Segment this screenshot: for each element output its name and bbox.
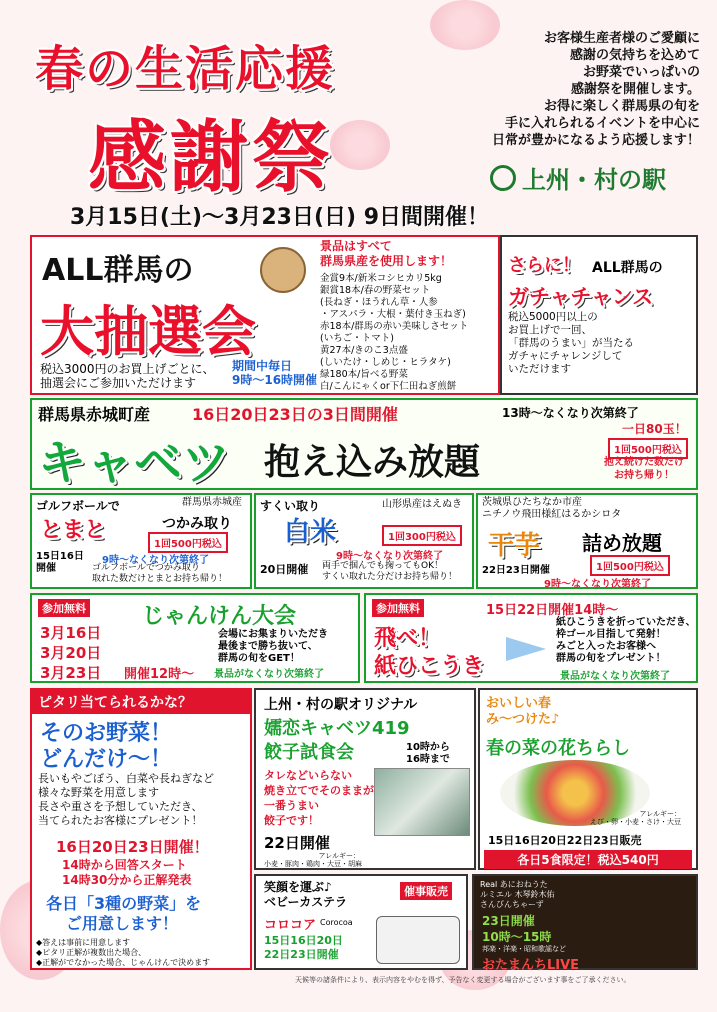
gyoza-title2: 餃子試食会 [264, 742, 354, 763]
live-time: 10時～15時 [482, 930, 552, 944]
pittari-panel [30, 688, 252, 970]
footer-note: 天候等の諸条件により、表示内容をやむを得ず、予告なく変更する場合がございます事をご了承ください。 [295, 976, 631, 984]
cabbage-days: 16日20日23日の3日間開催 [192, 405, 398, 424]
gacha-title-big: ガチャチャンス [508, 285, 654, 309]
gacha-panel [500, 235, 698, 395]
pittari-title2: どんだけ～！ [40, 747, 173, 772]
live-panel [472, 874, 698, 973]
castella-head: 笑顔を運ぶ♪ ベビーカステラ [264, 880, 348, 909]
janken-title: じゃんけん大会 [142, 604, 297, 629]
imo-price: 1回500円税込 [590, 555, 670, 576]
rice-note: 両手で掴んでも掬ってもOK！ すくい取れた分だけお持ち帰り！ [322, 561, 458, 582]
rice-origin: 山形県産はえぬき [382, 499, 462, 510]
janken-desc: 会場にお集まりいただき 最後まで勝ち抜いて、 群馬の旬をGET！ [218, 629, 328, 664]
cabbage-time: 13時～なくなり次第終了 [502, 406, 639, 420]
event-dates: 3月15日(土)～3月23日(日) 9日間開催！ [70, 205, 490, 230]
tomato-origin: 群馬県赤城産 [182, 497, 242, 508]
pittari-daily: 各日「3種の野菜」を ご用意します！ [46, 894, 202, 933]
chirashi-allergy: アレルギー： えび・卵・小麦・さけ・大豆 [590, 810, 681, 826]
lottery-title-big: 大抽選会 [40, 300, 256, 363]
tomato-title2: つかみ取り [162, 516, 232, 532]
kami-title2: 紙ひこうき [374, 654, 485, 679]
chirashi-price: 各日5食限定！税込540円 [484, 850, 692, 869]
logo-mark-icon [490, 165, 516, 191]
gyoza-head: 上州・村の駅オリジナル [264, 697, 418, 713]
gyoza-title1: 嬬恋キャベツ419 [264, 718, 410, 739]
rice-title: 白米 [284, 517, 337, 547]
janken-dates: 3月16日 3月20日 3月23日 [40, 624, 102, 682]
tomato-panel [30, 493, 252, 589]
janken-badge: 参加無料 [38, 599, 90, 617]
cabbage-origin: 群馬県赤城町産 [38, 405, 151, 424]
cabbage-title2: 抱え込み放題 [264, 442, 481, 483]
tomato-note: ゴルフボールでつかみ取り 取れた数だけとまとお持ち帰り！ [92, 563, 228, 584]
rice-panel [254, 493, 474, 589]
live-genre: 邦楽・洋楽・昭和歌謡など [482, 945, 566, 953]
pittari-desc: 長いもやごぼう、白菜や長ねぎなど 様々な野菜を用意します 長さや重さを予想していただき、 当てられたお客様にプレゼント！ [38, 772, 214, 827]
kami-note: 景品がなくなり次第終了 [560, 671, 670, 682]
gyoza-allergy: アレルギー： 小麦・豚肉・鶏肉・大豆・胡麻 [264, 852, 362, 868]
rice-time: 9時～なくなり次第終了 [336, 551, 443, 562]
chirashi-title: 春の菜の花ちらし [486, 738, 630, 759]
imo-time: 9時～なくなり次第終了 [544, 579, 651, 590]
food-truck-icon [376, 916, 460, 964]
lottery-prize-head: 景品はすべて 群馬県産を使用します！ [320, 239, 453, 268]
pittari-title1: そのお野菜！ [40, 721, 173, 746]
imo-origin: 茨城県ひたちなか市産 ニチノウ飛田様紅はるかシロタ [482, 497, 622, 520]
janken-panel [30, 593, 360, 683]
lottery-period: 期間中毎日 9時～16時開催 [232, 359, 318, 387]
castella-dates: 15日16日20日 22日23日開催 [264, 934, 343, 961]
live-days: 23日開催 [482, 914, 535, 928]
kami-title1: 飛べ！ [374, 626, 441, 651]
janken-note: 景品がなくなり次第終了 [214, 669, 324, 680]
pittari-head: ピタリ当てられるかな？ [32, 690, 250, 714]
lottery-drum-icon [260, 247, 306, 293]
header-intro: お客様生産者様のご愛顧に 感謝の気持ちを込めて お野菜でいっぱいの 感謝祭を開催します。 お得に楽しく群馬県の旬を 手に入れられるイベントを中心に 日常が豊かになるよう応援します！ [491, 31, 700, 148]
page-title-line1: 春の生活応援 [35, 41, 336, 97]
logo: 上州・村の駅 [490, 160, 666, 195]
tomato-days: 15日16日開催 [36, 551, 84, 574]
tomato-price: 1回500円税込 [148, 532, 228, 553]
cabbage-title1: キャベツ [38, 435, 231, 491]
pittari-fine-print: ◆答えは事前に用意します ◆ピタリ正解が複数出た場合、 ◆正解がでなかった場合、じゃんけんで決めます [36, 938, 211, 967]
pittari-days: 16日20日23日開催！ [56, 838, 209, 856]
cabbage-note: 抱え続けた数だけ お持ち帰り！ [604, 457, 684, 481]
lottery-title-small: ALL群馬の [42, 253, 194, 288]
lottery-panel [30, 235, 500, 395]
gyoza-photo [374, 768, 470, 836]
chirashi-head: おいしい春 み～つけた♪ [486, 696, 560, 727]
imo-panel [476, 493, 698, 589]
castella-shop-en: Corocoa [320, 918, 353, 927]
tomato-title1: とまと [40, 518, 107, 543]
rice-days: 20日開催 [260, 563, 309, 576]
chirashi-dates: 15日16日20日22日23日販売 [488, 834, 642, 847]
lottery-condition: 税込3000円のお買上げごとに、 抽選会にご参加いただけます [40, 362, 215, 390]
kami-dates: 15日22日開催14時～ [486, 603, 619, 618]
castella-panel [254, 874, 468, 970]
gacha-prefix: さらに！ [508, 255, 580, 276]
cabbage-one-per: 一日80玉！ [622, 422, 687, 436]
imo-days: 22日23日開催 [482, 565, 550, 576]
pittari-times: 14時から回答スタート 14時30分から正解発表 [62, 858, 192, 887]
janken-time: 開催12時～ [124, 667, 195, 682]
live-labels: Real あにおねうた ルミエル 木琴鈴木佑 さんびんちゃーず [480, 880, 555, 909]
page-title-line2: 感謝祭 [88, 113, 335, 203]
kami-badge: 参加無料 [372, 599, 424, 617]
gyoza-time: 10時から 16時まで [406, 742, 450, 765]
kami-desc: 紙ひこうきを折っていただき、 枠ゴール目指して発射！ みごと入ったお客様へ 群馬の旬をプレゼント！ [556, 617, 696, 664]
kami-panel [364, 593, 698, 683]
rice-head: すくい取り [260, 499, 321, 513]
gacha-desc: 税込5000円以上の お買上げで一回、 「群馬のうまい」が当たる ガチャにチャレンジして いただけます [508, 311, 634, 375]
lottery-prize-list: 金賞9本/新米コシヒカリ5kg 銀賞18本/春の野菜セット (長ねぎ・ほうれん草・人参 ・アスパラ・大根・葉付き玉ねぎ) 赤18本/群馬の赤い美味しさセット (いちご・トマト) 黄27本/きのこ3点盛 (しいたけ・しめじ・ヒラタケ) 緑180本/旨べる野菜 白/こんにゃくor下仁田ねぎ煎餅 [320, 273, 469, 392]
header [0, 0, 717, 235]
imo-title2: 詰め放題 [582, 531, 662, 555]
gyoza-panel [254, 688, 476, 870]
tomato-head: ゴルフボールで [36, 499, 120, 513]
cabbage-panel [30, 398, 698, 490]
gacha-title-small: ALL群馬の [592, 260, 663, 276]
chirashi-panel [478, 688, 698, 870]
rice-price: 1回300円税込 [382, 525, 462, 546]
paper-plane-icon [506, 637, 546, 661]
castella-tag: 催事販売 [400, 882, 452, 900]
gyoza-desc: タレなどいらない 焼き立てでそのままが 一番うまい 餃子です！ [264, 769, 374, 827]
gyoza-days: 22日開催 [264, 834, 330, 852]
cabbage-price: 1回500円税込 [608, 438, 688, 459]
live-title: おたまんちLIVE [482, 958, 580, 973]
castella-shop: コロコア [264, 918, 317, 933]
tomato-time: 9時～なくなり次第終了 [102, 555, 209, 566]
imo-title1: 干芋 [488, 531, 541, 561]
